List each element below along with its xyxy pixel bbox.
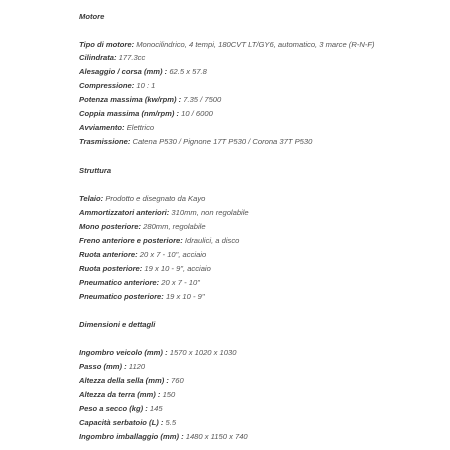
spec-value: Prodotto e disegnato da Kayo <box>103 194 206 203</box>
spec-value: 280mm, regolabile <box>141 222 206 231</box>
spec-value: 19 x 10 - 9" <box>163 292 205 301</box>
spec-row <box>79 194 205 204</box>
spec-row <box>79 208 249 218</box>
spec-label: Cilindrata: <box>79 53 117 62</box>
spec-label: Pneumatico anteriore: <box>79 278 160 287</box>
spec-row <box>79 250 206 260</box>
spec-value: Monocilindrico, 4 tempi, 180CVT LT/GY6, automatico, 3 marce (R-N-F) <box>134 40 375 49</box>
spec-value: 1480 x 1150 x 740 <box>183 432 248 441</box>
spec-label: Alesaggio / corsa (mm) : <box>79 67 168 76</box>
spec-row <box>79 109 213 119</box>
spec-label: Tipo di motore: <box>79 40 135 49</box>
spec-label: Mono posteriore: <box>79 222 142 231</box>
spec-row <box>79 53 145 63</box>
spec-row <box>79 432 248 442</box>
spec-row <box>79 390 175 400</box>
spec-value: 150 <box>160 390 176 399</box>
spec-label: Freno anteriore e posteriore: <box>79 236 183 245</box>
section-title-dimensioni: Dimensioni e dettagli <box>79 320 156 329</box>
spec-row <box>79 278 200 288</box>
spec-row <box>79 222 206 232</box>
spec-value: 1570 x 1020 x 1030 <box>167 348 237 357</box>
spec-label: Ruota posteriore: <box>79 264 143 273</box>
spec-label: Coppia massima (nm/rpm) : <box>79 109 180 118</box>
spec-label: Potenza massima (kw/rpm) : <box>79 95 182 104</box>
spec-value: Elettrico <box>124 123 155 132</box>
spec-value: 10 / 6000 <box>179 109 213 118</box>
spec-row <box>79 236 239 246</box>
spec-label: Compressione: <box>79 81 135 90</box>
spec-value: 19 x 10 - 9", acciaio <box>142 264 211 273</box>
spec-row <box>79 67 207 77</box>
spec-value: 310mm, non regolabile <box>169 208 249 217</box>
spec-row <box>79 81 155 91</box>
spec-value: 145 <box>147 404 163 413</box>
spec-label: Ingombro veicolo (mm) : <box>79 348 168 357</box>
spec-label: Altezza da terra (mm) : <box>79 390 161 399</box>
spec-label: Capacità serbatoio (L) : <box>79 418 164 427</box>
spec-row <box>79 418 176 428</box>
spec-row <box>79 404 163 414</box>
spec-label: Ruota anteriore: <box>79 250 138 259</box>
spec-value: 7.35 / 7500 <box>181 95 222 104</box>
spec-label: Ammortizzatori anteriori: <box>79 208 170 217</box>
section-title-motore: Motore <box>79 12 105 21</box>
spec-value: 20 x 7 - 10" <box>159 278 200 287</box>
spec-label: Peso a secco (kg) : <box>79 404 148 413</box>
spec-row <box>79 348 236 358</box>
spec-label: Trasmissione: <box>79 137 131 146</box>
spec-value: 760 <box>168 376 184 385</box>
spec-row <box>79 264 211 274</box>
spec-value: 1120 <box>126 362 146 371</box>
spec-row <box>79 95 221 105</box>
spec-row <box>79 40 375 50</box>
spec-row <box>79 292 205 302</box>
spec-label: Ingombro imballaggio (mm) : <box>79 432 184 441</box>
spec-row <box>79 362 145 372</box>
spec-row <box>79 376 184 386</box>
spec-value: 5.5 <box>163 418 177 427</box>
spec-label: Avviamento: <box>79 123 125 132</box>
spec-value: Catena P530 / Pignone 17T P530 / Corona 37T P530 <box>130 137 313 146</box>
spec-label: Altezza della sella (mm) : <box>79 376 169 385</box>
spec-value: 177.3cc <box>116 53 146 62</box>
spec-label: Passo (mm) : <box>79 362 127 371</box>
spec-row <box>79 123 154 133</box>
spec-label: Telaio: <box>79 194 104 203</box>
section-title-struttura: Struttura <box>79 166 112 175</box>
spec-value: 20 x 7 - 10", acciaio <box>137 250 207 259</box>
spec-value: 62.5 x 57.8 <box>167 67 207 76</box>
spec-label: Pneumatico posteriore: <box>79 292 164 301</box>
spec-value: 10 : 1 <box>134 81 156 90</box>
spec-row <box>79 137 312 147</box>
spec-value: Idraulici, a disco <box>182 236 240 245</box>
